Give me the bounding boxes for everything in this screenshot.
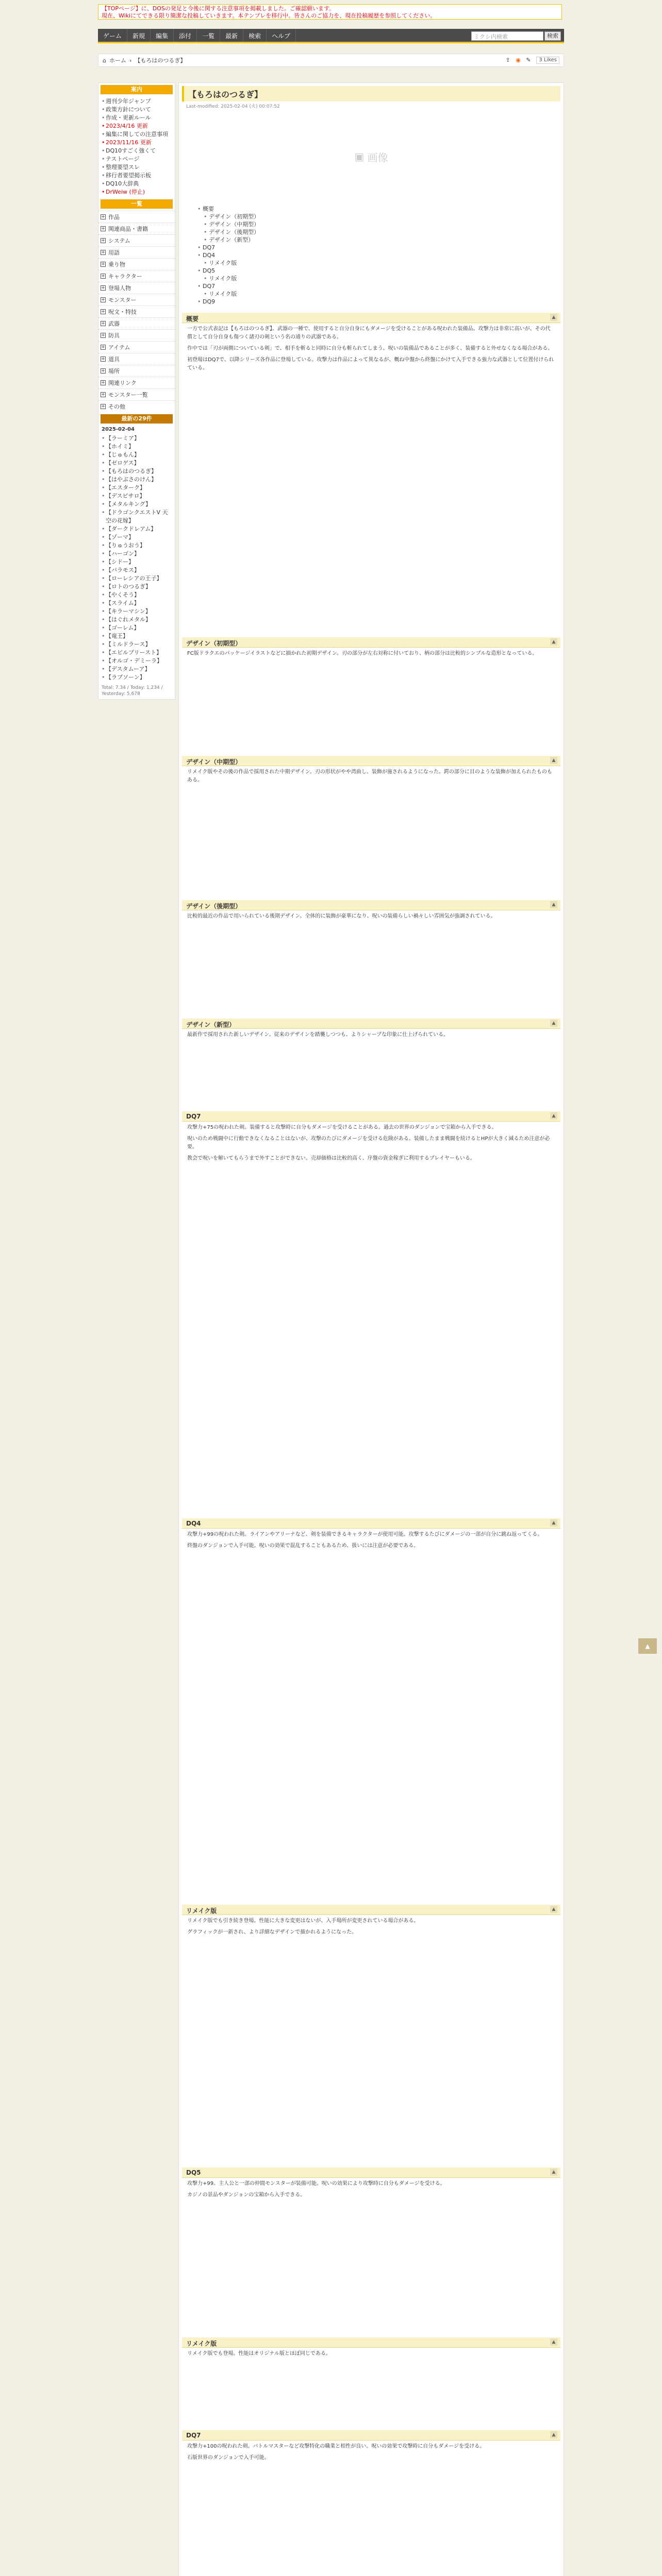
section-paragraph: 初登場はDQ7で、以降シリーズ各作品に登場している。攻撃力は作品によって異なるが、概ね中盤から終盤にかけて入手できる強力な武器として位置付けられている。 — [187, 357, 554, 371]
sidebar-news-item[interactable]: • 政策方針について — [102, 106, 172, 114]
rss-icon[interactable]: ◉ — [516, 57, 521, 63]
top-menu — [98, 29, 296, 42]
sidebar-news-item[interactable]: • 2023/4/16 更新 — [102, 122, 172, 130]
section-heading — [182, 637, 560, 648]
sidebar-group[interactable] — [98, 377, 175, 388]
toc-item[interactable]: • DQ5 — [197, 267, 545, 275]
toc-item[interactable]: • DQ9 — [197, 298, 545, 306]
toc-item[interactable]: • リメイク版 — [197, 290, 545, 298]
sidebar-update-item[interactable]: • 【ハーゴン】 — [102, 550, 172, 558]
top-menu-item[interactable]: ゲーム — [98, 29, 127, 42]
expand-icon[interactable]: + — [101, 226, 105, 231]
share-icon[interactable]: ⇪ — [505, 57, 510, 63]
sidebar-update-item[interactable]: • 【ロトのつるぎ】 — [102, 583, 172, 591]
sidebar-group-label: 登場人物 — [108, 285, 131, 292]
sidebar-news-item[interactable]: • 作成・更新ルール — [102, 114, 172, 122]
section-paragraph: 最新作で採用された新しいデザイン。従来のデザインを踏襲しつつも、よりシャープな印象に仕上げられている。 — [187, 1032, 449, 1038]
sidebar-group[interactable] — [98, 341, 175, 353]
section-title: デザイン（新型） — [186, 1021, 236, 1028]
section-top-icon[interactable]: ▲ — [550, 2431, 557, 2438]
section-title: リメイク版 — [186, 1907, 217, 1914]
section-title: 概要 — [186, 315, 199, 323]
top-menu-item[interactable]: 最新 — [220, 29, 243, 42]
breadcrumb-page: 【もろはのつるぎ】 — [135, 57, 186, 64]
toc-item[interactable]: • デザイン（初期型） — [197, 213, 545, 221]
expand-icon[interactable]: + — [101, 333, 105, 338]
section-heading — [182, 1905, 560, 1915]
section-paragraph: 作中では「刃が両側についている剣」で、相手を斬ると同時に自分も斬られてしまう。呪いの装備品であることが多く、装備すると外せなくなる場合がある。 — [187, 346, 553, 351]
sidebar-update-item[interactable]: • 【エスターク】 — [102, 484, 172, 492]
section-title: デザイン（中期型） — [186, 758, 242, 766]
expand-icon[interactable]: + — [101, 404, 105, 409]
sidebar-group-label: 防具 — [108, 332, 120, 339]
sidebar-group[interactable] — [98, 211, 175, 223]
content-section — [182, 900, 560, 1013]
section-paragraph: リメイク版でも引き続き登場。性能に大きな変更はないが、入手場所が変更されている場合がある。 — [187, 1918, 419, 1924]
expand-icon[interactable]: + — [101, 262, 105, 267]
edit-icon[interactable]: ✎ — [526, 57, 531, 63]
section-paragraph: 攻撃力+99。主人公と一部の仲間モンスターが装備可能。呪いの効果により攻撃時に自分もダメージを受ける。 — [187, 2181, 445, 2187]
sidebar-group[interactable] — [98, 329, 175, 341]
section-paragraph: 攻撃力+99の呪われた剣。ライアンやアリーナなど、剣を装備できるキャラクターが使用可能。攻撃するたびにダメージの一部が自分に跳ね返ってくる。 — [187, 1532, 543, 1537]
sidebar-group[interactable] — [98, 365, 175, 377]
section-heading — [182, 1019, 560, 1029]
content-section — [182, 1518, 560, 1900]
section-paragraph: FC版ドラクエのパッケージイラストなどに描かれた初期デザイン。刃の部分が左右対称に付いており、柄の部分は比較的シンプルな造形となっている。 — [187, 651, 538, 656]
sidebar-update-item[interactable]: • 【エビルプリースト】 — [102, 649, 172, 657]
section-heading — [182, 2430, 560, 2441]
top-menu-item[interactable]: ヘルプ — [267, 29, 296, 42]
sidebar-counter: Total: 7.34 / Today: 1,234 / Yesterday: 5,678 — [102, 685, 163, 697]
toc-item[interactable]: • リメイク版 — [197, 259, 545, 267]
content-section — [182, 1905, 560, 2162]
sidebar-group-label: 関連商品・書籍 — [108, 226, 148, 232]
sidebar-news-item[interactable]: • 2023/11/16 更新 — [102, 139, 172, 147]
page-title: 【もろはのつるぎ】 — [182, 86, 560, 101]
content-section — [182, 2167, 560, 2332]
toc-item[interactable]: • デザイン（中期型） — [197, 221, 545, 228]
toc-item[interactable]: • デザイン（後期型） — [197, 228, 545, 236]
main-content — [178, 82, 564, 2576]
section-body — [182, 1029, 560, 1106]
section-heading — [182, 1111, 560, 1122]
content-section — [182, 1019, 560, 1106]
section-heading — [182, 1518, 560, 1529]
section-body — [182, 648, 560, 751]
sidebar-group[interactable] — [98, 353, 175, 365]
section-heading — [182, 756, 560, 766]
expand-icon[interactable]: + — [101, 238, 105, 243]
expand-icon[interactable]: + — [101, 368, 105, 374]
top-menu-item[interactable]: 検索 — [243, 29, 267, 42]
section-paragraph: 終盤のダンジョンで入手可能。呪いの効果で混乱することもあるため、扱いには注意が必要である。 — [187, 1543, 419, 1549]
section-paragraph: グラフィックが一新され、より詳細なデザインで描かれるようになった。 — [187, 1929, 357, 1935]
sidebar-news-item[interactable]: • DrWeiw (停止) — [102, 188, 172, 196]
sidebar-update-item[interactable]: • 【ドラゴンクエストⅤ 天空の花嫁】 — [102, 509, 172, 525]
top-menu-item[interactable]: 編集 — [151, 29, 174, 42]
sidebar-group-label: 作品 — [108, 214, 120, 221]
page-tools — [505, 57, 559, 64]
sidebar-update-item[interactable]: • 【キラーマシン】 — [102, 607, 172, 616]
sidebar-group-label: モンスター — [108, 297, 137, 303]
sidebar-update-item[interactable]: • 【ラーミア】 — [102, 434, 172, 443]
section-title: DQ4 — [186, 1520, 201, 1527]
sidebar-update-item[interactable]: • 【ゼロゲス】 — [102, 459, 172, 467]
top-menu-item[interactable]: 一覧 — [197, 29, 220, 42]
section-paragraph: 一方で公式表記は【もろはのつるぎ】。武器の一種で、使用すると自分自身にもダメージを受けることがある呪われた装備品。攻撃力は非常に高いが、その代償として自分自身も傷つく諸刃の剣という名の通りの武器である。 — [187, 326, 551, 340]
sidebar-group-label: 用語 — [108, 249, 120, 256]
expand-icon[interactable]: + — [101, 285, 105, 291]
sidebar-group-label: 呪文・特技 — [108, 309, 137, 315]
sidebar-updates-header: 最新の29件 — [101, 414, 173, 423]
toc-item[interactable]: • リメイク版 — [197, 275, 545, 282]
sidebar-group-label: その他 — [108, 403, 125, 410]
sidebar-news-list — [98, 96, 175, 197]
content-section — [182, 637, 560, 751]
sidebar-group-label: モンスター一覧 — [108, 392, 148, 398]
notice-line-1[interactable]: 【TOPページ】に、DOSの発足と今後に関する注意事項を掲載しました。ご確認願います。 — [102, 5, 335, 12]
sidebar-group[interactable] — [98, 270, 175, 282]
expand-icon[interactable]: + — [101, 214, 105, 219]
section-paragraph: 比較的最近の作品で用いられている後期デザイン。全体的に装飾が豪華になり、呪いの装備らしい禍々しい雰囲気が強調されている。 — [187, 913, 496, 919]
sidebar-update-item[interactable]: • 【りゅうおう】 — [102, 541, 172, 550]
section-body — [182, 766, 560, 895]
section-heading — [182, 2337, 560, 2348]
expand-icon[interactable]: + — [101, 357, 105, 362]
section-body — [182, 910, 560, 1013]
sidebar-group[interactable] — [98, 317, 175, 329]
section-body — [182, 1529, 560, 1900]
toc-item[interactable]: • 概要 — [197, 205, 545, 213]
search-input[interactable]: ミクシ内検索 — [471, 31, 543, 41]
expand-icon[interactable]: + — [101, 321, 105, 326]
sidebar-update-item[interactable]: • 【デスピサロ】 — [102, 492, 172, 500]
section-paragraph: 攻撃力+100の呪われた剣。バトルマスターなど攻撃特化の職業と相性が良い。呪いの効果で攻撃時に自分もダメージを受ける。 — [187, 2444, 485, 2449]
sidebar-group-label: 乗り物 — [108, 261, 125, 268]
sidebar-update-item[interactable]: • 【ゾーマ】 — [102, 533, 172, 541]
sidebar-news-item[interactable]: • 整理要望スレ — [102, 163, 172, 172]
sidebar-group-label: キャラクター — [108, 273, 142, 280]
sidebar-update-item[interactable]: • 【やくそう】 — [102, 591, 172, 599]
section-paragraph: リメイク版でも登場。性能はオリジナル版とほぼ同じである。 — [187, 2351, 331, 2357]
section-body — [182, 2441, 560, 2574]
sidebar-update-item[interactable]: • 【シドー】 — [102, 558, 172, 566]
section-top-icon[interactable]: ▲ — [550, 2168, 557, 2176]
section-paragraph: 教会で呪いを解いてもらうまで外すことができない。売却価格は比較的高く、序盤の資金稼ぎに利用するプレイヤーもいる。 — [187, 1156, 475, 1161]
section-top-icon[interactable]: ▲ — [550, 314, 557, 321]
sidebar-update-item[interactable]: • 【ホイミ】 — [102, 443, 172, 451]
sidebar-group-label: 関連リンク — [108, 380, 137, 386]
section-top-icon[interactable]: ▲ — [550, 1519, 557, 1527]
section-paragraph: 呪いのため戦闘中に行動できなくなることはないが、攻撃のたびにダメージを受ける危険がある。装備したまま戦闘を続けるとHPが大きく減るため注意が必要。 — [187, 1136, 550, 1150]
content-section — [182, 2337, 560, 2425]
sidebar-news-item[interactable]: • DQ10すごく強くて — [102, 147, 172, 155]
sidebar-update-item[interactable]: • 【竜王】 — [102, 632, 172, 640]
expand-icon[interactable]: + — [101, 309, 105, 314]
section-title: リメイク版 — [186, 2340, 217, 2347]
sidebar-updates-list — [98, 433, 175, 683]
sidebar-update-item[interactable]: • 【はやぶさのけん】 — [102, 476, 172, 484]
section-top-icon[interactable]: ▲ — [550, 1906, 557, 1913]
page-image — [182, 110, 560, 203]
sidebar-group-label: 武器 — [108, 320, 120, 327]
sidebar-update-item[interactable]: • 【ゴーレム】 — [102, 624, 172, 632]
section-body — [182, 2178, 560, 2332]
sidebar-group-label: 道具 — [108, 356, 120, 363]
section-heading — [182, 2167, 560, 2178]
sidebar-news-item[interactable]: • 編集に関しての注意事項 — [102, 130, 172, 139]
sidebar-group[interactable] — [98, 258, 175, 270]
breadcrumb-separator: › — [129, 57, 132, 64]
sidebar-group[interactable] — [98, 388, 175, 400]
toc-item[interactable]: • DQ7 — [197, 282, 545, 290]
top-menu-item[interactable]: 添付 — [174, 29, 197, 42]
section-body — [182, 323, 560, 632]
image-label: 画像 — [367, 151, 388, 164]
toc-item[interactable]: • DQ4 — [197, 251, 545, 259]
sidebar-group-label: 場所 — [108, 368, 120, 375]
sidebar-updates-date: 2025-02-04 — [102, 427, 135, 432]
last-modified: Last-modified: 2025-02-04 (火) 00:07:52 — [186, 104, 280, 109]
sidebar-group[interactable] — [98, 223, 175, 234]
sidebar-group[interactable] — [98, 294, 175, 306]
content-section — [182, 313, 560, 632]
sidebar-group-label: システム — [108, 238, 130, 244]
sidebar — [98, 82, 175, 700]
section-title: デザイン（後期型） — [186, 903, 242, 910]
expand-icon[interactable]: + — [101, 380, 105, 385]
table-of-contents — [182, 203, 560, 308]
sidebar-groups — [98, 211, 175, 412]
sidebar-group[interactable] — [98, 246, 175, 258]
section-top-icon[interactable]: ▲ — [550, 901, 557, 908]
sidebar-news-item[interactable]: • テストページ — [102, 155, 172, 163]
section-title: DQ7 — [186, 1113, 201, 1120]
sidebar-update-item[interactable]: • 【ローレシアの王子】 — [102, 574, 172, 583]
section-title: デザイン（初期型） — [186, 640, 242, 647]
sidebar-news-item[interactable]: • 週刊少年ジャンプ — [102, 97, 172, 106]
section-body — [182, 1122, 560, 1513]
expand-icon[interactable]: + — [101, 250, 105, 255]
sidebar-update-item[interactable]: • 【もろはのつるぎ】 — [102, 467, 172, 476]
search-button[interactable]: 検索 — [544, 31, 561, 41]
sections — [182, 313, 560, 2576]
sidebar-update-item[interactable]: • 【スライム】 — [102, 599, 172, 607]
notice-banner — [98, 4, 562, 20]
sidebar-update-item[interactable]: • 【バラモス】 — [102, 566, 172, 574]
sidebar-group-label: アイテム — [108, 344, 130, 351]
content-section — [182, 756, 560, 895]
section-top-icon[interactable]: ▲ — [550, 1112, 557, 1120]
section-body — [182, 2348, 560, 2425]
sidebar-update-item[interactable]: • 【メタルキング】 — [102, 500, 172, 509]
expand-icon[interactable]: + — [101, 274, 105, 279]
toc-item[interactable]: • デザイン（新型） — [197, 236, 545, 244]
sidebar-group[interactable] — [98, 282, 175, 294]
section-top-icon[interactable]: ▲ — [550, 757, 557, 764]
section-heading — [182, 313, 560, 323]
section-paragraph: 石版世界のダンジョンで入手可能。 — [187, 2455, 270, 2461]
sidebar-update-item[interactable]: • 【じゅもん】 — [102, 451, 172, 459]
breadcrumb-home[interactable]: ホーム — [109, 57, 126, 64]
section-top-icon[interactable]: ▲ — [550, 638, 557, 646]
page-top-button[interactable]: ▲ — [638, 1638, 657, 1654]
content-section — [182, 2430, 560, 2574]
sidebar-group[interactable] — [98, 400, 175, 412]
image-icon: ▣ — [354, 150, 365, 163]
sidebar-update-item[interactable]: • 【はぐれメタル】 — [102, 616, 172, 624]
section-paragraph: リメイク版やその後の作品で採用された中期デザイン。刃の形状がやや湾曲し、装飾が施されるようになった。鍔の部分に目のような装飾が加えられたものもある。 — [187, 769, 552, 783]
expand-icon[interactable]: + — [101, 345, 105, 350]
sidebar-group[interactable] — [98, 306, 175, 317]
sidebar-news-item[interactable]: • DQ10大辞典 — [102, 180, 172, 188]
expand-icon[interactable]: + — [101, 297, 105, 302]
breadcrumb — [98, 54, 564, 67]
section-title: DQ7 — [186, 2432, 201, 2439]
notice-line-2[interactable]: 現在、Wikiにてできる限り簡潔な投稿していきます。本テンプレを移行中。皆さんのご協力を、現在投稿履歴を参照してください。 — [102, 12, 436, 19]
sidebar-list-header: 一覧 — [101, 199, 173, 209]
section-body — [182, 1915, 560, 2162]
section-top-icon[interactable]: ▲ — [550, 2338, 557, 2346]
sidebar-news-header: 案内 — [101, 85, 173, 94]
sidebar-update-item[interactable]: • 【ラプソーン】 — [102, 673, 172, 682]
top-menu-item[interactable]: 新規 — [127, 29, 151, 42]
section-paragraph: 攻撃力+75の呪われた剣。装備すると攻撃時に自分もダメージを受けることがある。過去の世界のダンジョンで宝箱から入手できる。 — [187, 1125, 497, 1130]
sidebar-group[interactable] — [98, 234, 175, 246]
sidebar-update-item[interactable]: • 【オルゴ・デミーラ】 — [102, 657, 172, 665]
sidebar-update-item[interactable]: • 【ダークドレアム】 — [102, 525, 172, 533]
sidebar-update-item[interactable]: • 【ミルドラース】 — [102, 640, 172, 649]
toc-item[interactable]: • DQ7 — [197, 244, 545, 251]
section-paragraph: カジノの景品やダンジョンの宝箱から入手できる。 — [187, 2192, 306, 2198]
sidebar-news-item[interactable]: • 移行者要望掲示板 — [102, 172, 172, 180]
sidebar-update-item[interactable]: • 【デスタムーア】 — [102, 665, 172, 673]
home-icon[interactable]: ⌂ — [103, 57, 106, 64]
section-heading — [182, 900, 560, 910]
likes-badge[interactable]: 3 Likes — [536, 57, 559, 64]
top-nav — [98, 29, 564, 43]
expand-icon[interactable]: + — [101, 392, 105, 397]
section-top-icon[interactable]: ▲ — [550, 1020, 557, 1027]
section-title: DQ5 — [186, 2169, 201, 2176]
content-section — [182, 1111, 560, 1513]
